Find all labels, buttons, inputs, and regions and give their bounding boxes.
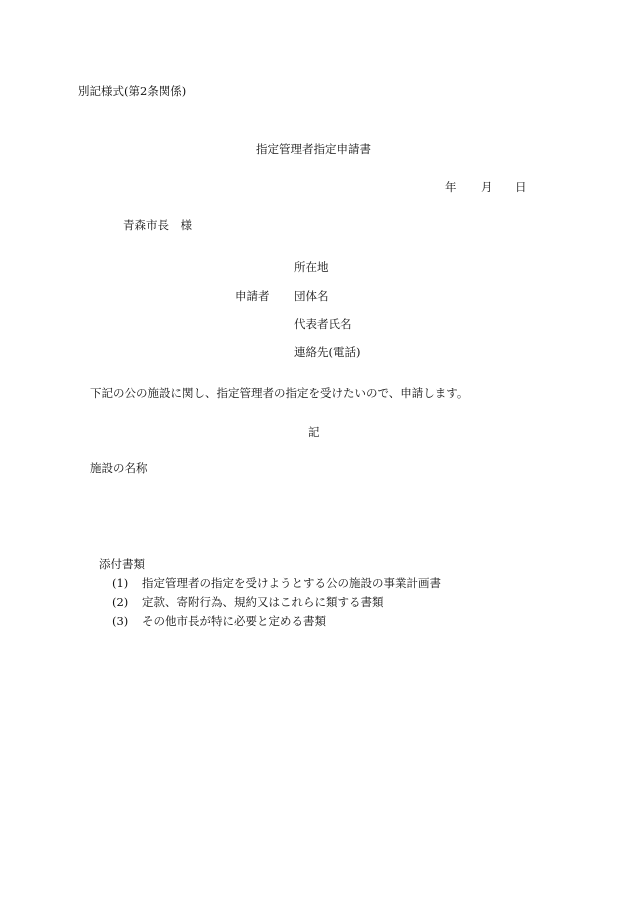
attachments-heading: 添付書類 [99, 557, 145, 571]
list-item-text: 定款、寄附行為、規約又はこれらに類する書類 [142, 595, 384, 609]
date-year: 年 [445, 180, 457, 194]
applicant-contact-label: 連絡先(電話) [294, 345, 361, 359]
applicant-organization-label: 団体名 [294, 289, 329, 303]
applicant-address-label: 所在地 [294, 260, 329, 274]
list-item-text: その他市長が特に必要と定める書類 [142, 614, 326, 628]
addressee: 青森市長 様 [123, 218, 192, 232]
ki-heading: 記 [308, 425, 320, 439]
date-month: 月 [481, 180, 493, 194]
body-text: 下記の公の施設に関し、指定管理者の指定を受けたいので、申請します。 [90, 386, 469, 400]
facility-name-label: 施設の名称 [90, 461, 148, 475]
form-style-note: 別記様式(第2条関係) [78, 84, 187, 98]
list-item [112, 614, 326, 628]
list-item-number: (3) [112, 614, 129, 628]
list-item-text: 指定管理者の指定を受けようとする公の施設の事業計画書 [142, 576, 441, 590]
date-day: 日 [515, 180, 527, 194]
applicant-representative-label: 代表者氏名 [294, 317, 352, 331]
document-title: 指定管理者指定申請書 [256, 142, 371, 156]
applicant-label: 申請者 [235, 289, 270, 303]
list-item-number: (2) [112, 595, 129, 609]
list-item-number: (1) [112, 576, 129, 590]
list-item [112, 595, 384, 609]
list-item [112, 576, 441, 590]
